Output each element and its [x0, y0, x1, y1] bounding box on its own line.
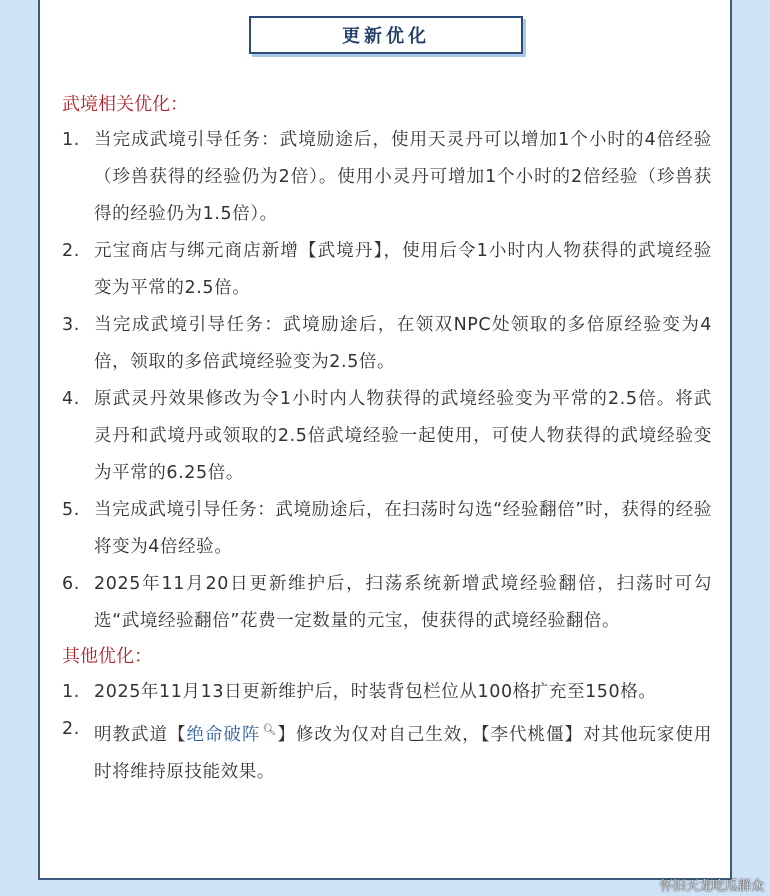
- list-item: [62, 566, 712, 640]
- skill-link-label: 绝命破阵: [186, 724, 261, 745]
- list-item-number: 2.: [62, 719, 80, 739]
- list-item-text: 2025年11月20日更新维护后，扫荡系统新增武境经验翻倍，扫荡时可勾选“武境经验翻倍”花费一定数量的元宝，使获得的武境经验翻倍。: [94, 574, 712, 631]
- list-item-text: 元宝商店与绑元商店新增【武境丹】，使用后令1小时内人物获得的武境经验变为平常的2.5倍。: [94, 241, 712, 298]
- list-item-text: [94, 711, 712, 791]
- section-heading-other: 其他优化：: [62, 646, 152, 667]
- list-item-text-prefix: 明教武道【: [94, 724, 187, 745]
- list-item-number: 4.: [62, 389, 80, 409]
- list-item-text-suffix: 】修改为仅对自己生效，【李代桃僵】对其他玩家使用时将维持原技能效果。: [94, 724, 713, 782]
- article-frame: [38, 0, 732, 880]
- list-item-text: 原武灵丹效果修改为令1小时内人物获得的武境经验变为平常的2.5倍。将武灵丹和武境丹或领取的2.5倍武境经验一起使用，可使人物获得的武境经验变为平常的6.25倍。: [94, 389, 712, 483]
- list-item-number: 2.: [62, 241, 80, 261]
- search-icon: 🔍︎: [262, 723, 277, 736]
- list-item: [62, 233, 712, 307]
- list-item-text: 2025年11月13日更新维护后，时装背包栏位从100格扩充至150格。: [94, 682, 657, 702]
- list-item: [62, 307, 712, 381]
- list-item: [62, 122, 712, 233]
- list-item: [62, 711, 712, 791]
- list-item-text: 当完成武境引导任务：武境励途后，在扫荡时勾选“经验翻倍”时，获得的经验将变为4倍经验。: [94, 500, 712, 557]
- list-item: [62, 492, 712, 566]
- watermark: 怀旧天龙吃瓜群众: [659, 879, 764, 894]
- page-title: 更新优化: [249, 16, 523, 54]
- list-item: [62, 674, 712, 711]
- section-heading-wujing: 武境相关优化：: [62, 94, 188, 115]
- list-item-number: 1.: [62, 682, 80, 702]
- list-item-text: 当完成武境引导任务：武境励途后，在领双NPC处领取的多倍原经验变为4倍，领取的多倍武境经验变为2.5倍。: [94, 315, 712, 372]
- list-item: [62, 381, 712, 492]
- list-item-number: 1.: [62, 130, 80, 150]
- list-item-number: 5.: [62, 500, 80, 520]
- skill-link[interactable]: [186, 725, 277, 745]
- list-item-text: 当完成武境引导任务：武境励途后，使用天灵丹可以增加1个小时的4倍经验（珍兽获得的经验仍为2倍）。使用小灵丹可增加1个小时的2倍经验（珍兽获得的经验仍为1.5倍）。: [94, 130, 712, 224]
- list-item-number: 3.: [62, 315, 80, 335]
- list-item-number: 6.: [62, 574, 80, 594]
- article-content: [62, 88, 712, 791]
